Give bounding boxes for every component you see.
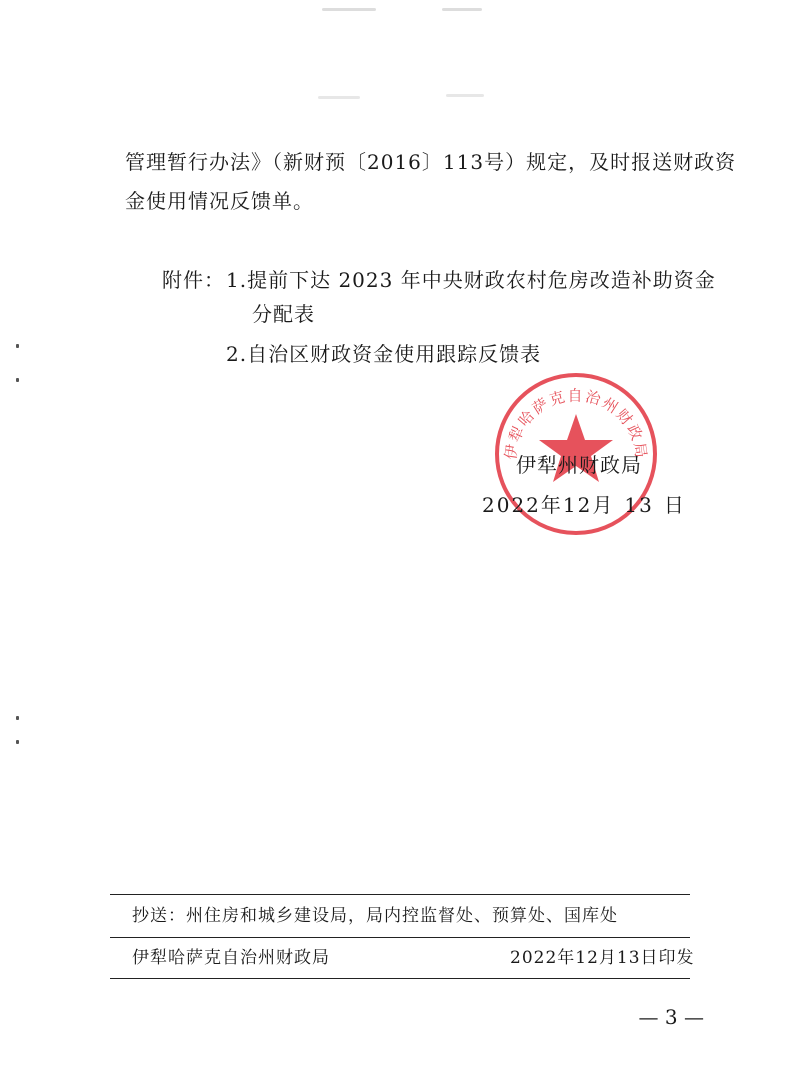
scan-artifact — [322, 8, 376, 11]
footer-rule-bottom — [110, 978, 690, 979]
binding-hole-mark — [16, 344, 19, 348]
binding-hole-mark — [16, 740, 19, 744]
binding-hole-mark — [16, 716, 19, 720]
page-number: — 3 — — [638, 1005, 704, 1029]
footer-rule-top — [110, 894, 690, 895]
scan-artifact — [318, 96, 360, 99]
seal-text: 伊犁哈萨克自治州财政局 — [501, 386, 651, 461]
footer-rule-middle — [110, 937, 690, 938]
cc-recipients: 抄送：州住房和城乡建设局，局内控监督处、预算处、国库处 — [132, 906, 618, 926]
scan-artifact — [446, 94, 484, 97]
attachment-label: 附件： — [162, 268, 225, 292]
attachment-item-1: 1.提前下达 2023 年中央财政农村危房改造补助资金 — [226, 268, 716, 292]
issuing-organization: 伊犁哈萨克自治州财政局 — [132, 948, 330, 968]
issue-date: 2022年12月13日印发 — [510, 948, 695, 968]
attachment-item-1-continued: 分配表 — [252, 302, 315, 326]
signing-date: 2022年12月 13 日 — [482, 493, 686, 517]
body-text-line: 管理暂行办法》（新财预〔2016〕113号）规定，及时报送财政资 — [125, 150, 737, 174]
body-text-line: 金使用情况反馈单。 — [125, 189, 314, 213]
scan-artifact — [442, 8, 482, 11]
binding-hole-mark — [16, 378, 19, 382]
attachment-item-2: 2.自治区财政资金使用跟踪反馈表 — [226, 342, 542, 366]
signing-organization: 伊犁州财政局 — [516, 453, 642, 477]
